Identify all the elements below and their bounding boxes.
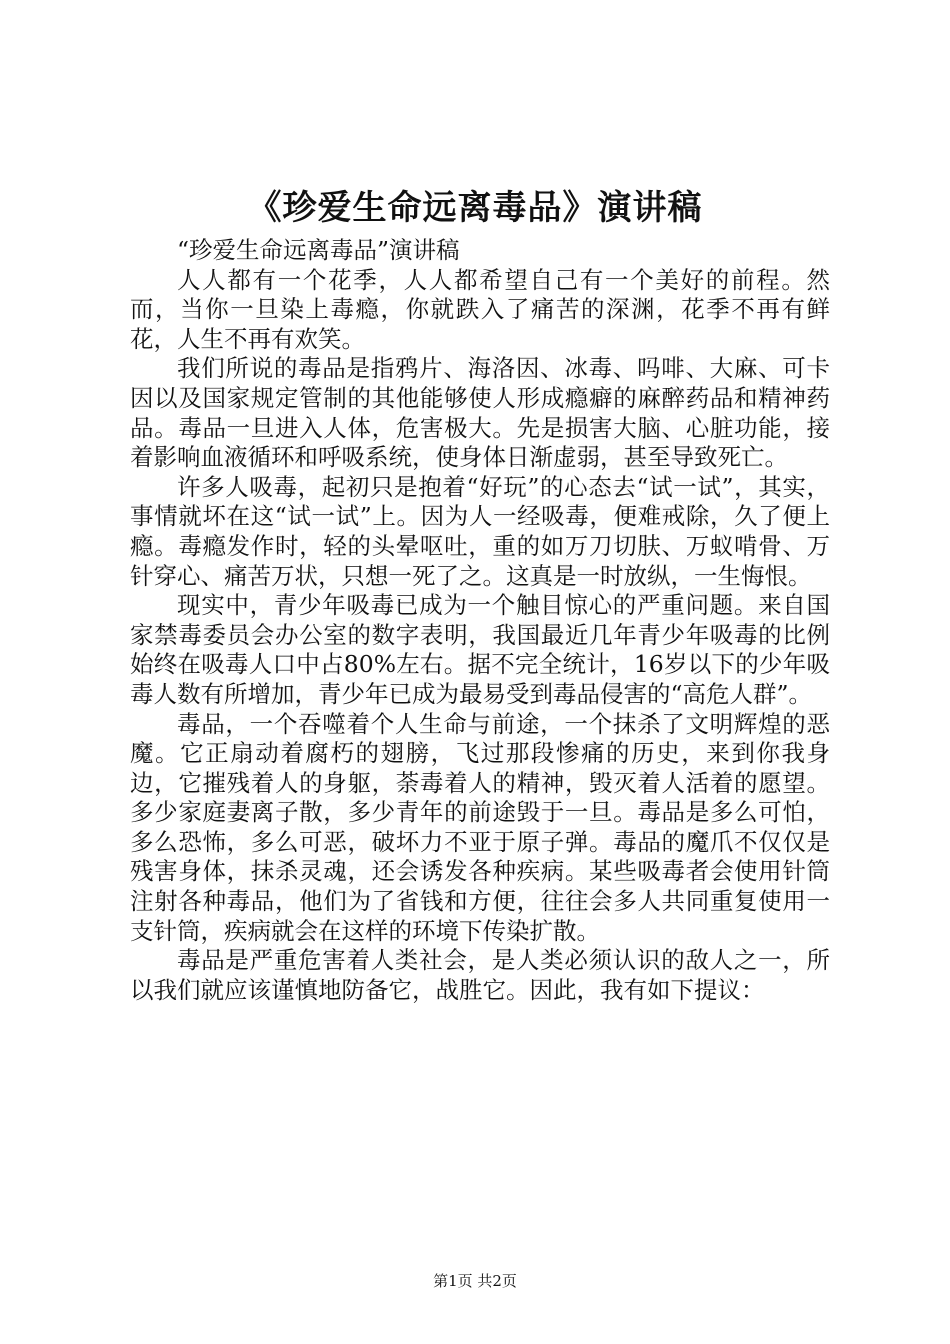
body-paragraph: 人人都有一个花季，人人都希望自己有一个美好的前程。然而，当你一旦染上毒瘾，你就跌入了痛苦的深渊，花季不再有鲜花，人生不再有欢笑。	[130, 265, 830, 353]
body-paragraph: 我们所说的毒品是指鸦片、海洛因、冰毒、吗啡、大麻、可卡因以及国家规定管制的其他能够使人形成瘾癖的麻醉药品和精神药品。毒品一旦进入人体，危害极大。先是损害大脑、心脏功能，接着影响血液循环和呼吸系统，使身体日渐虚弱，甚至导致死亡。	[130, 354, 830, 472]
document-title: 《珍爱生命远离毒品》演讲稿	[247, 188, 703, 228]
body-paragraph: 毒品是严重危害着人类社会，是人类必须认识的敌人之一，所以我们就应该谨慎地防备它，战胜它。因此，我有如下提议：	[130, 946, 830, 1004]
subtitle-paragraph: “珍爱生命远离毒品”演讲稿	[177, 236, 460, 264]
body-paragraph: 现实中，青少年吸毒已成为一个触目惊心的严重问题。来自国家禁毒委员会办公室的数字表明，我国最近几年青少年吸毒的比例始终在吸毒人口中占80%左右。据不完全统计，16岁以下的少年吸毒人数有所增加，青少年已成为最易受到毒品侵害的“高危人群”。	[130, 591, 830, 708]
body-paragraph: 毒品，一个吞噬着个人生命与前途，一个抹杀了文明辉煌的恶魔。它正扇动着腐朽的翅膀，飞过那段惨痛的历史，来到你我身边，它摧残着人的身躯，荼毒着人的精神，毁灭着人活着的愿望。多少家庭妻离子散，多少青年的前途毁于一旦。毒品是多么可怕，多么恐怖，多么可恶，破坏力不亚于原子弹。毒品的魔爪不仅仅是残害身体，抹杀灵魂，还会诱发各种疾病。某些吸毒者会使用针筒注射各种毒品，他们为了省钱和方便，往往会多人共同重复使用一支针筒，疾病就会在这样的环境下传染扩散。	[130, 709, 830, 945]
document-body	[130, 236, 830, 1005]
page-footer: 第1页 共2页	[433, 1272, 517, 1290]
body-paragraph: 许多人吸毒，起初只是抱着“好玩”的心态去“试一试”，其实，事情就坏在这“试一试”上。因为人一经吸毒，便难戒除，久了便上瘾。毒瘾发作时，轻的头晕呕吐，重的如万刀切肤、万蚁啃骨、万针穿心、痛苦万状，只想一死了之。这真是一时放纵，一生悔恨。	[130, 472, 830, 590]
